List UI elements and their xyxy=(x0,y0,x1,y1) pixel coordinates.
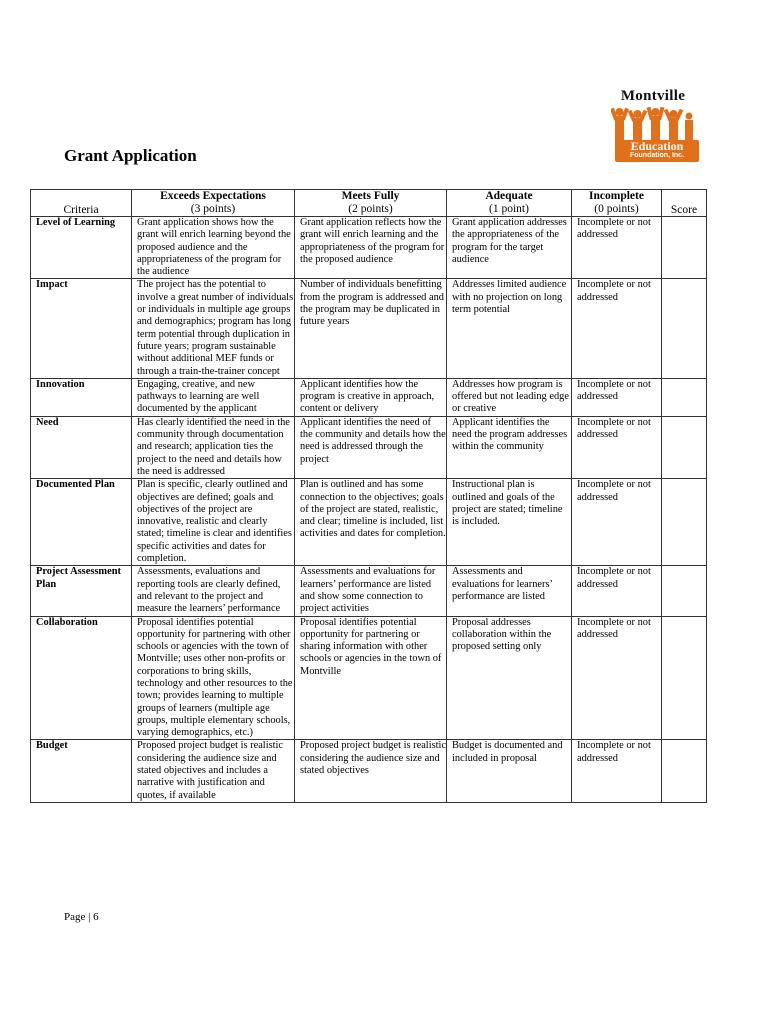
header-criteria: Criteria xyxy=(31,190,132,217)
header-exceeds xyxy=(132,190,295,217)
score-cell[interactable] xyxy=(662,378,707,416)
meets-cell: Applicant identifies how the program is creative in approach, content or delivery xyxy=(295,378,447,416)
header-exceeds-label: Exceeds Expectations xyxy=(160,190,266,202)
exceeds-cell: Proposed project budget is realistic considering the audience size and stated objectives and includes a narrative with justification and quotes, if available xyxy=(132,740,295,802)
header-meets-label: Meets Fully xyxy=(341,190,400,202)
logo-name: Montville xyxy=(620,88,686,104)
table-row xyxy=(31,416,707,478)
adequate-cell: Instructional plan is outlined and goals of the project are stated; timeline is included. xyxy=(447,479,572,566)
criteria-cell: Impact xyxy=(31,279,132,378)
score-cell[interactable] xyxy=(662,217,707,279)
montville-logo xyxy=(605,88,701,164)
logo-foundation: Foundation, Inc. xyxy=(629,152,685,159)
incomplete-cell: Incomplete or not addressed xyxy=(572,416,662,478)
header-meets-points: (2 points) xyxy=(348,203,393,215)
meets-cell: Applicant identifies the need of the community and details how the need is addressed through the project xyxy=(295,416,447,478)
header-adequate-points: (1 point) xyxy=(489,203,529,215)
meets-cell: Assessments and evaluations for learners’ performance are listed and show some connection to project activities xyxy=(295,566,447,616)
criteria-cell: Level of Learning xyxy=(31,217,132,279)
adequate-cell: Proposal addresses collaboration within the proposed setting only xyxy=(447,616,572,740)
adequate-cell: Addresses limited audience with no projection on long term potential xyxy=(447,279,572,378)
score-cell[interactable] xyxy=(662,740,707,802)
table-row xyxy=(31,279,707,378)
header-incomplete-label: Incomplete xyxy=(589,190,644,202)
header-incomplete xyxy=(572,190,662,217)
adequate-cell: Grant application addresses the appropriateness of the program for the target audience xyxy=(447,217,572,279)
page-number: Page | 6 xyxy=(64,911,99,923)
score-cell[interactable] xyxy=(662,616,707,740)
exceeds-cell: The project has the potential to involve a great number of individuals or individuals in multiple age groups and demographics; program has long term potential through duplication in future years; program sustainable without additional MEF funds or through a train-the-trainer concept xyxy=(132,279,295,378)
meets-cell: Proposed project budget is realistic considering the audience size and stated objectives xyxy=(295,740,447,802)
criteria-cell: Documented Plan xyxy=(31,479,132,566)
adequate-cell: Budget is documented and included in proposal xyxy=(447,740,572,802)
logo-education: Education xyxy=(630,139,684,153)
table-row xyxy=(31,378,707,416)
score-cell[interactable] xyxy=(662,566,707,616)
header-exceeds-points: (3 points) xyxy=(190,203,236,215)
incomplete-cell: Incomplete or not addressed xyxy=(572,740,662,802)
page-title: Grant Application xyxy=(64,146,197,165)
adequate-cell: Addresses how program is offered but not leading edge or creative xyxy=(447,378,572,416)
exceeds-cell: Assessments, evaluations and reporting tools are clearly defined, and relevant to the project and measure the learners’ performance xyxy=(132,566,295,616)
meets-cell: Plan is outlined and has some connection to the objectives; goals of the project are stated, realistic, and clear; timeline is included, list activities and dates for completion. xyxy=(295,479,447,566)
header-incomplete-points: (0 points) xyxy=(594,203,639,215)
meets-cell: Grant application reflects how the grant will enrich learning and the appropriateness of the program for the proposed audience xyxy=(295,217,447,279)
score-cell[interactable] xyxy=(662,479,707,566)
exceeds-cell: Plan is specific, clearly outlined and objectives are defined; goals and objectives of the project are innovative, realistic and clearly stated; timeline is clear and identifies specific activities and dates for completion. xyxy=(132,479,295,566)
table-row xyxy=(31,740,707,802)
header-adequate-label: Adequate xyxy=(485,190,533,202)
rubric-table xyxy=(30,189,707,803)
exceeds-cell: Engaging, creative, and new pathways to learning are well documented by the applicant xyxy=(132,378,295,416)
exceeds-cell: Proposal identifies potential opportunity for partnering with other schools or agencies with the town of Montville; uses other non-profits or corporations to bring skills, technology and other resources to the town; provides learning to multiple groups of learners (multiple age groups, multiple elementary schools, varying demographics, etc.) xyxy=(132,616,295,740)
meets-cell: Proposal identifies potential opportunity for partnering or sharing information with other schools or agencies in the town of Montville xyxy=(295,616,447,740)
header-meets xyxy=(295,190,447,217)
incomplete-cell: Incomplete or not addressed xyxy=(572,566,662,616)
table-row xyxy=(31,479,707,566)
exceeds-cell: Grant application shows how the grant will enrich learning beyond the proposed audience and the appropriateness of the program for the audience xyxy=(132,217,295,279)
score-cell[interactable] xyxy=(662,279,707,378)
table-row xyxy=(31,217,707,279)
incomplete-cell: Incomplete or not addressed xyxy=(572,217,662,279)
header-score: Score xyxy=(662,190,707,217)
criteria-cell: Collaboration xyxy=(31,616,132,740)
header-row xyxy=(31,190,707,217)
incomplete-cell: Incomplete or not addressed xyxy=(572,616,662,740)
criteria-cell: Budget xyxy=(31,740,132,802)
criteria-cell: Need xyxy=(31,416,132,478)
meets-cell: Number of individuals benefitting from the program is addressed and the program may be duplicated in future years xyxy=(295,279,447,378)
score-cell[interactable] xyxy=(662,416,707,478)
incomplete-cell: Incomplete or not addressed xyxy=(572,479,662,566)
adequate-cell: Assessments and evaluations for learners’ performance are listed xyxy=(447,566,572,616)
incomplete-cell: Incomplete or not addressed xyxy=(572,279,662,378)
table-row xyxy=(31,566,707,616)
table-row xyxy=(31,616,707,740)
incomplete-cell: Incomplete or not addressed xyxy=(572,378,662,416)
header-adequate xyxy=(447,190,572,217)
criteria-cell: Project Assessment Plan xyxy=(31,566,132,616)
exceeds-cell: Has clearly identified the need in the community through documentation and research; application ties the project to the need and details how the need is addressed xyxy=(132,416,295,478)
criteria-cell: Innovation xyxy=(31,378,132,416)
adequate-cell: Applicant identifies the need the program addresses within the community xyxy=(447,416,572,478)
